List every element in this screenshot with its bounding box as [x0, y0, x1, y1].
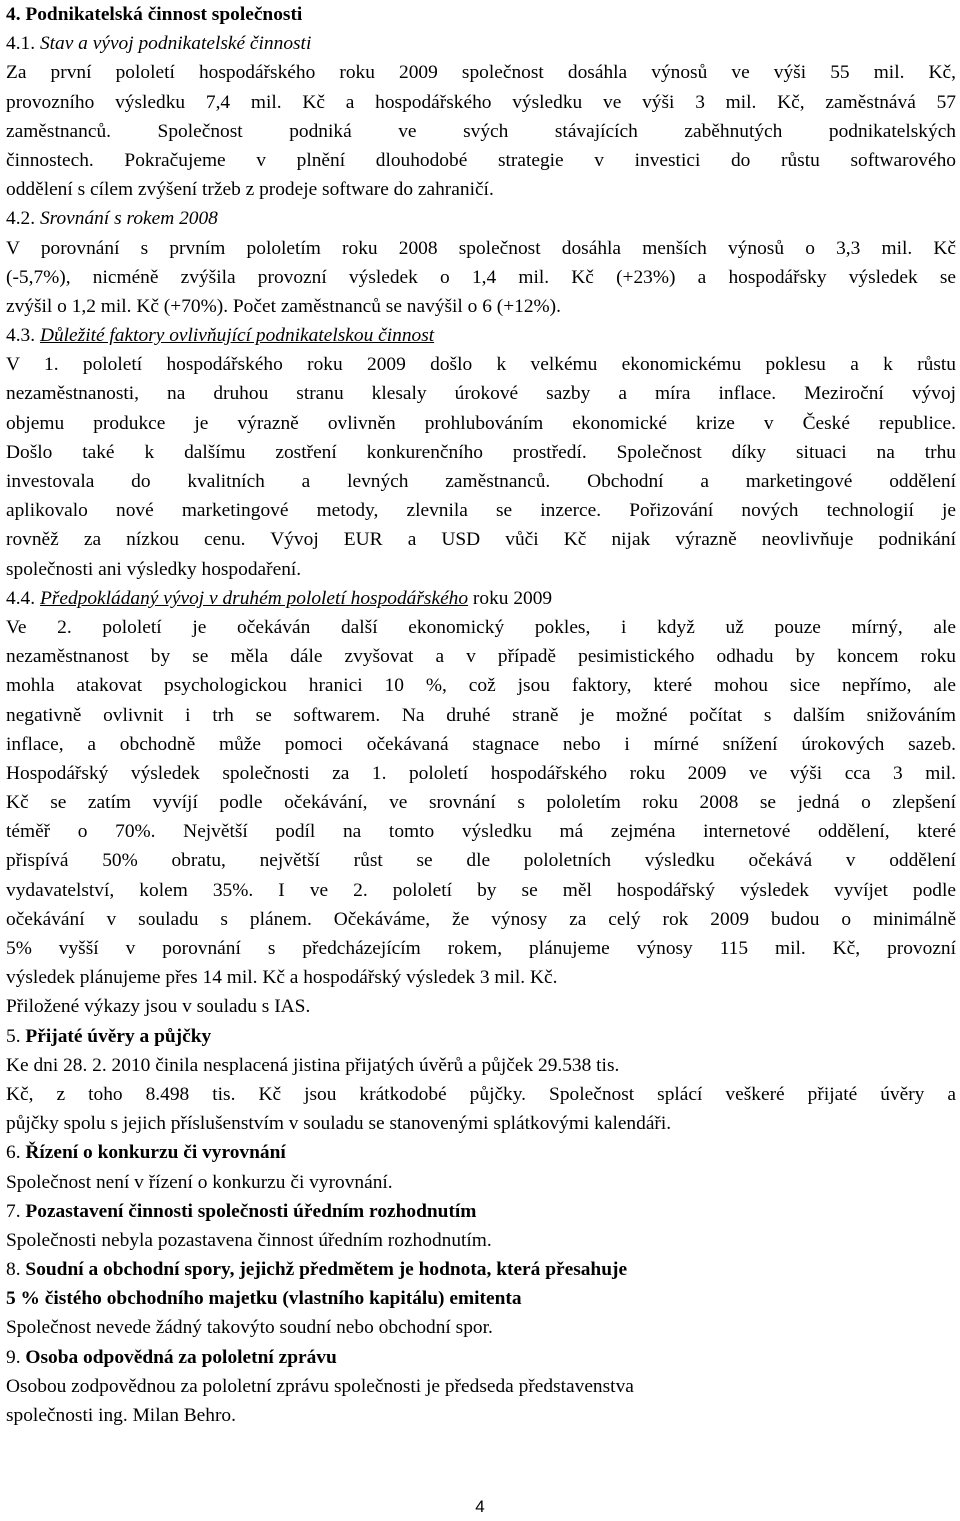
section-8-heading	[6, 1255, 956, 1284]
paragraph-line: vydavatelství, kolem 35%. I ve 2. pololetí by se měl hospodářský výsledek vyvíjet podle	[6, 879, 956, 901]
paragraph-line: Kč se zatím vyvíjí podle očekávání, ve srovnání s pololetím roku 2008 se jedná o zlepšení	[6, 792, 956, 814]
section-9-heading	[6, 1343, 956, 1372]
paragraph-line: aplikovalo nové marketingové metody, zlevnila se inzerce. Pořizování nových technologií je	[6, 500, 956, 522]
paragraph-line: rovněž za nízkou cenu. Vývoj EUR a USD vůči Kč nijak výrazně neovlivňuje podnikání	[6, 529, 956, 551]
section-title: Osoba odpovědná za pololetní zprávu	[25, 1346, 337, 1368]
paragraph-line: inflace, a obchodně může pomoci očekávaná stagnace nebo i mírné snížení úrokových sazeb.	[6, 733, 956, 755]
paragraph-line: Přiložené výkazy jsou v souladu s IAS.	[6, 996, 311, 1018]
section-title: Soudní a obchodní spory, jejichž předmětem je hodnota, která přesahuje	[25, 1259, 628, 1281]
subsection-title: Stav a vývoj podnikatelské činnosti	[39, 33, 312, 55]
section-title: Přijaté úvěry a půjčky	[25, 1025, 212, 1047]
paragraph-line: Za první pololetí hospodářského roku 2009 společnost dosáhla výnosů ve výši 55 mil. Kč,	[6, 62, 956, 84]
paragraph-line: investovala do kvalitních a levných zaměstnanců. Obchodní a marketingové oddělení	[6, 471, 956, 492]
paragraph-line: činnostech. Pokračujeme v plnění dlouhodobé strategie v investici do růstu softwarového	[6, 149, 956, 171]
paragraph-line: Společnost nevede žádný takovýto soudní nebo obchodní spor.	[6, 1317, 493, 1339]
subsection-title-tail: roku 2009	[472, 587, 553, 609]
section-number: 6.	[6, 1142, 21, 1164]
paragraph-line: Osobou zodpovědnou za pololetní zprávu společnosti je předseda představenstva	[6, 1375, 634, 1397]
subsection-title: Srovnání s rokem 2008	[39, 208, 218, 230]
subsection-4-2-heading	[6, 204, 956, 233]
paragraph-line: společnosti ing. Milan Behro.	[6, 1405, 236, 1426]
paragraph-line: zaměstnanců. Společnost podniká ve svých stávajících zaběhnutých podnikatelských	[6, 120, 956, 142]
paragraph-line: zvýšil o 1,2 mil. Kč (+70%). Počet zaměstnanců se navýšil o 6 (+12%).	[6, 295, 561, 317]
section-title-continuation: 5 % čistého obchodního majetku (vlastního kapitálu) emitenta	[6, 1288, 522, 1310]
paragraph-line: Společnost není v řízení o konkurzu či vyrovnání.	[6, 1171, 393, 1193]
section-4-heading: 4. Podnikatelská činnost společnosti	[6, 4, 303, 25]
paragraph-line: mohla atakovat psychologickou hranici 10 %, což jsou faktory, které mohou sice nepřímo, ale	[6, 675, 956, 697]
subsection-4-1-heading	[6, 29, 956, 58]
subsection-title: Předpokládaný vývoj v druhém pololetí hospodářského	[39, 587, 469, 609]
paragraph-line: provozního výsledku 7,4 mil. Kč a hospodářského výsledku ve výši 3 mil. Kč, zaměstnává 57	[6, 91, 956, 113]
paragraph-line: V 1. pololetí hospodářského roku 2009 došlo k velkému ekonomickému poklesu a k růstu	[6, 354, 956, 376]
subsection-number: 4.3.	[6, 325, 36, 347]
document-page	[6, 0, 956, 1430]
section-7-heading	[6, 1197, 956, 1226]
paragraph-line: Došlo také k dalšímu zostření konkurenčního prostředí. Společnost díky situaci na trhu	[6, 441, 956, 463]
paragraph-line: 5% vyšší v porovnání s předcházejícím rokem, plánujeme výnosy 115 mil. Kč, provozní	[6, 938, 956, 959]
paragraph-line: Ve 2. pololetí je očekáván další ekonomický pokles, i když už pouze mírný, ale	[6, 616, 956, 638]
paragraph-line: V porovnání s prvním pololetím roku 2008 společnost dosáhla menších výnosů o 3,3 mil. Kč	[6, 237, 956, 259]
paragraph-line: Ke dni 28. 2. 2010 činila nesplacená jistina přijatých úvěrů a půjček 29.538 tis.	[6, 1054, 620, 1076]
subsection-number: 4.1.	[6, 33, 36, 55]
paragraph-line: negativně ovlivnit i trh se softwarem. Na druhé straně je možné počítat s dalším snižováním	[6, 704, 956, 726]
subsection-4-3-heading	[6, 321, 956, 350]
paragraph-line: nezaměstnanosti, na druhou stranu klesaly úrokové sazby a míra inflace. Meziroční vývoj	[6, 383, 956, 405]
page-number: 4	[475, 1497, 485, 1516]
paragraph-line: objemu produkce je výrazně ovlivněn prohlubováním ekonomické krize v České republice.	[6, 412, 956, 434]
paragraph-line: (-5,7%), nicméně zvýšila provozní výsledek o 1,4 mil. Kč (+23%) a hospodářsky výsledek se	[6, 266, 956, 288]
section-5-heading	[6, 1022, 956, 1051]
subsection-4-4-heading	[6, 584, 956, 613]
paragraph-line: Kč, z toho 8.498 tis. Kč jsou krátkodobé půjčky. Společnost splácí veškeré přijaté úvěry a	[6, 1083, 956, 1105]
paragraph-line: oddělení s cílem zvýšení tržeb z prodeje software do zahraničí.	[6, 179, 494, 201]
section-number: 9.	[6, 1346, 21, 1368]
paragraph-line: výsledek plánujeme přes 14 mil. Kč a hospodářský výsledek 3 mil. Kč.	[6, 967, 558, 989]
section-6-heading	[6, 1138, 956, 1167]
section-number: 8.	[6, 1259, 21, 1281]
section-number: 5.	[6, 1025, 21, 1047]
paragraph-line: společnosti ani výsledky hospodaření.	[6, 558, 302, 580]
section-number: 7.	[6, 1200, 21, 1222]
paragraph-line: Společnosti nebyla pozastavena činnost úředním rozhodnutím.	[6, 1229, 492, 1251]
section-title: Pozastavení činnosti společnosti úředním rozhodnutím	[25, 1200, 477, 1222]
paragraph-line: Hospodářský výsledek společnosti za 1. pololetí hospodářského roku 2009 ve výši cca 3 mil.	[6, 762, 956, 784]
paragraph-line: půjčky spolu s jejich příslušenstvím v souladu se stanovenými splátkovými kalendáři.	[6, 1113, 672, 1135]
subsection-number: 4.4.	[6, 587, 36, 609]
section-title: Řízení o konkurzu či vyrovnání	[25, 1142, 286, 1164]
subsection-title: Důležité faktory ovlivňující podnikatelskou činnost	[39, 325, 435, 347]
subsection-number: 4.2.	[6, 208, 36, 230]
paragraph-line: nezaměstnanost by se měla dále zvyšovat a v případě pesimistického odhadu by koncem roku	[6, 646, 956, 668]
paragraph-line: téměř o 70%. Největší podíl na tomto výsledku má zejména internetové oddělení, které	[6, 821, 956, 843]
paragraph-line: očekávání v souladu s plánem. Očekáváme, že výnosy za celý rok 2009 budou o minimálně	[6, 908, 956, 930]
paragraph-line: přispívá 50% obratu, největší růst se dle pololetních výsledku očekává v oddělení	[6, 850, 956, 872]
